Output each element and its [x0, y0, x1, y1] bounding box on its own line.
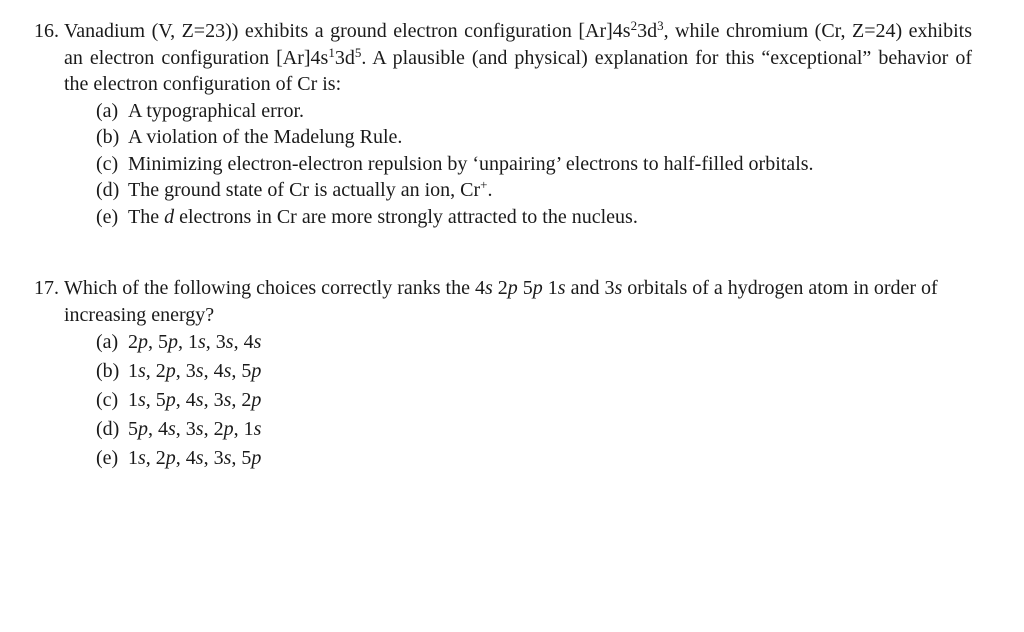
question-number: 16.	[34, 20, 59, 42]
choice-letter: (e)	[96, 447, 119, 469]
stem-text: Vanadium (V, Z=23)) exhibits a ground electron configuration [Ar]4s	[64, 20, 631, 42]
choice-b: (b) 1s, 2p, 3s, 4s, 5p	[96, 357, 972, 386]
orbital-label: 2p	[213, 418, 234, 440]
orbital-label: 1s	[128, 447, 146, 469]
orbital-label: 4s	[243, 331, 262, 353]
choice-a: (a) 2p, 5p, 1s, 3s, 4s	[96, 328, 972, 357]
question-17	[34, 275, 972, 473]
superscript: 5	[354, 44, 362, 60]
orbital-label: 1s	[188, 331, 206, 353]
orbital-label: 5p	[155, 389, 176, 411]
orbital-letter: s	[484, 277, 493, 299]
choice-letter: (c)	[96, 389, 119, 411]
choice-e: (e) 1s, 2p, 4s, 3s, 5p	[96, 444, 972, 473]
orbital-label: 2p	[128, 331, 148, 353]
choice-text: A violation of the Madelung Rule.	[128, 126, 403, 148]
superscript: 2	[630, 18, 638, 33]
question-number: 17.	[34, 277, 59, 299]
choice-d: (d) 5p, 4s, 3s, 2p, 1s	[96, 415, 972, 444]
orbital-label: 2p	[155, 447, 176, 469]
choice-text: The	[128, 205, 165, 228]
orbital-label: 1s	[128, 360, 146, 382]
choice-d	[96, 177, 972, 204]
stem-text: 1	[542, 277, 558, 299]
orbital-label: 4s	[213, 360, 232, 382]
orbital-label: 4s	[185, 447, 204, 469]
choice-letter: (b)	[96, 360, 120, 382]
choice-letter: (d)	[96, 179, 120, 201]
choice-text: Minimizing electron-electron repulsion by ‘unpairing’ electrons to half-filled orbitals.	[128, 152, 814, 175]
orbital-label: 5p	[241, 447, 262, 469]
choice-letter: (e)	[96, 205, 119, 228]
orbital-letter: s	[557, 277, 566, 299]
orbital-letter: p	[532, 277, 543, 299]
orbital-label: 3s	[213, 447, 232, 469]
orbital-label: 5p	[241, 360, 262, 382]
stem-text: . A plausible (and physical) explanation for this “exceptional” behavior of the electron configuration of Cr is:	[64, 46, 972, 95]
orbital-label: 4s	[185, 389, 204, 411]
choice-text: A typographical error.	[128, 99, 305, 122]
orbital-letter: s	[614, 277, 623, 299]
stem-text: 3d	[334, 46, 355, 69]
choice-text: The ground state of Cr is actually an ion, Cr	[128, 179, 481, 201]
choice-letter: (c)	[96, 152, 119, 175]
choice-letter: (d)	[96, 418, 120, 440]
answer-choices	[34, 328, 972, 473]
choice-text: .	[487, 179, 493, 201]
stem-text: 5	[517, 277, 533, 299]
choice-letter: (a)	[96, 99, 119, 122]
orbital-label: 3s	[185, 360, 204, 382]
choice-a	[96, 98, 972, 125]
answer-choices	[34, 98, 972, 231]
choice-letter: (b)	[96, 126, 120, 148]
orbital-label: 1s	[128, 389, 146, 411]
orbital-label: 4s	[158, 418, 176, 440]
choice-text: electrons in Cr are more strongly attracted to the nucleus.	[174, 205, 638, 228]
stem-text: and 3	[565, 277, 615, 299]
orbital-label: 1s	[243, 418, 262, 440]
stem-text: Which of the following choices correctly ranks the 4	[64, 277, 485, 299]
question-stem	[34, 18, 972, 98]
stem-text: 2	[492, 277, 508, 299]
orbital-label: 3s	[185, 418, 204, 440]
orbital-label: 5p	[128, 418, 148, 440]
choice-c	[96, 151, 972, 178]
question-stem	[34, 275, 972, 328]
choice-e	[96, 204, 972, 231]
choice-b	[96, 124, 972, 151]
orbital-label: 2p	[155, 360, 176, 382]
orbital-label: 3s	[213, 389, 232, 411]
orbital-letter: p	[507, 277, 518, 299]
superscript: +	[480, 177, 488, 192]
superscript: 1	[328, 44, 335, 60]
choice-c: (c) 1s, 5p, 4s, 3s, 2p	[96, 386, 972, 415]
question-16	[34, 18, 972, 230]
orbital-label: 2p	[241, 389, 262, 411]
orbital-label: 5p	[158, 331, 178, 353]
stem-text: , while chromium (Cr, Z=24) exhibits an electron configuration [Ar]4s	[64, 20, 972, 69]
orbital-label: 3s	[215, 331, 234, 353]
choice-letter: (a)	[96, 331, 119, 353]
stem-text: 3d	[637, 20, 658, 42]
superscript: 3	[657, 18, 664, 33]
stem-text: orbitals of a hydrogen atom in order of increasing energy?	[64, 277, 938, 326]
choice-text-italic: d	[164, 205, 175, 228]
